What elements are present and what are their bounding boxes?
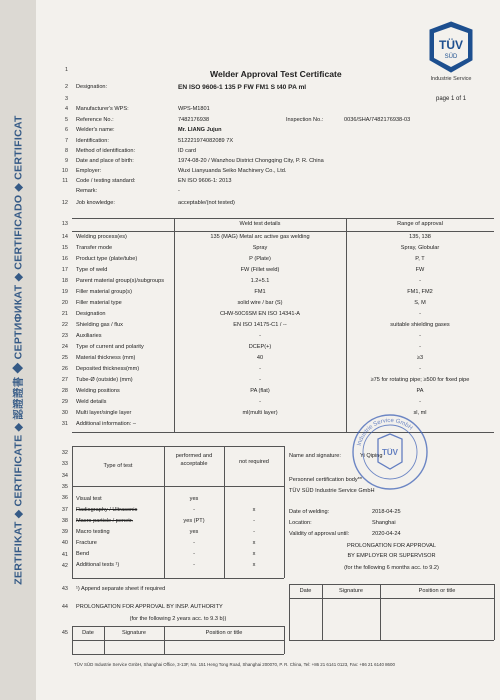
row-value: - bbox=[178, 188, 180, 194]
row-number: 22 bbox=[61, 322, 68, 328]
test-performed: yes bbox=[189, 529, 199, 535]
row-number: 42 bbox=[61, 563, 68, 569]
table-row-range: P, T bbox=[415, 256, 425, 262]
table-row-label: Material thickness (mm) bbox=[76, 355, 136, 361]
row-number: 26 bbox=[61, 366, 68, 372]
table-row-label: Parent material group(s)/subgroups bbox=[76, 278, 164, 284]
footer-address: TÜV SÜD Industrie Service GmbH, Shanghai Office, 3-13F, No. 151 Heng Tong Road, Shanghai 200070, P. R. China, Tel: +86 21 6141 0123, Fax: +86 21 6140 8600 bbox=[74, 662, 395, 667]
row-number: 28 bbox=[61, 388, 68, 394]
logo-sub: SÜD bbox=[444, 54, 458, 60]
test-performed: - bbox=[193, 507, 195, 513]
row-value: 512221974082089 7X bbox=[178, 138, 234, 144]
table-row-details: Spray bbox=[252, 245, 268, 251]
table-row-range: - bbox=[419, 278, 421, 284]
table-row-label: Type of current and polarity bbox=[76, 344, 144, 350]
row-number: 16 bbox=[61, 256, 68, 262]
test-type: Macro testing bbox=[76, 529, 110, 535]
row-number: 32 bbox=[61, 450, 68, 456]
location-label: Location: bbox=[289, 520, 312, 526]
table-row-range: - bbox=[419, 399, 421, 405]
stamp-text: Industrie Service GmbH bbox=[356, 417, 414, 447]
row-number: 31 bbox=[61, 421, 68, 427]
test-not-required: x bbox=[252, 540, 256, 546]
table-row-label: Filler material group(s) bbox=[76, 289, 132, 295]
row-number: 37 bbox=[61, 506, 68, 513]
row-number: 11 bbox=[62, 178, 68, 184]
row-number: 4 bbox=[64, 106, 68, 112]
test-performed: - bbox=[193, 551, 195, 557]
row-label: Designation: bbox=[76, 84, 108, 90]
type-of-test-header: Type of test bbox=[103, 463, 133, 469]
range-header: Range of approval bbox=[397, 221, 443, 227]
row-number: 14 bbox=[61, 234, 68, 240]
row-label: Manufacturer's WPS: bbox=[76, 106, 129, 112]
table-row-label: Transfer mode bbox=[76, 245, 113, 251]
svg-text:TÜV: TÜV bbox=[382, 448, 398, 457]
table-row-range: 135, 138 bbox=[409, 234, 431, 240]
table-row-details: DCEP(+) bbox=[248, 344, 272, 350]
table-row-range: ≥75 for rotating pipe; ≥500 for fixed pipe bbox=[370, 377, 470, 383]
test-not-required: x bbox=[252, 507, 256, 513]
date-of-welding-label: Date of welding: bbox=[289, 509, 330, 515]
prolong-line1: PROLONGATION FOR APPROVAL bbox=[347, 543, 436, 549]
row-number: 8 bbox=[64, 148, 68, 154]
not-required-header: not required bbox=[239, 459, 269, 465]
table-row-label: Shielding gas / flux bbox=[76, 322, 123, 328]
row-value: ID card bbox=[178, 148, 197, 154]
validity-value: 2020-04-24 bbox=[372, 531, 401, 537]
test-type: Bend bbox=[76, 551, 90, 557]
row-number: 38 bbox=[61, 517, 68, 524]
table-row-details: - bbox=[259, 366, 261, 372]
row-number: 1 bbox=[64, 67, 68, 73]
certificate-sidebar bbox=[0, 0, 36, 700]
row-number: 23 bbox=[61, 333, 68, 339]
table-row-details: EN ISO 14175-C1 / -- bbox=[233, 322, 287, 328]
row-number: 24 bbox=[61, 344, 68, 350]
row-label: Code / testing standard: bbox=[76, 178, 136, 184]
row-value: WPS-M1801 bbox=[178, 106, 210, 112]
test-not-required: - bbox=[253, 529, 255, 535]
note-43: ¹) Append separate sheet if required bbox=[76, 586, 166, 592]
row-number: 29 bbox=[61, 399, 68, 405]
table-row-details: - bbox=[259, 377, 261, 383]
table-row-range: Spray, Globular bbox=[400, 245, 440, 251]
table-row-range: FW bbox=[415, 267, 425, 273]
table-row-label: Auxiliaries bbox=[76, 333, 102, 339]
table-row-range: - bbox=[419, 333, 421, 339]
inspection-value: 0036/SHA/7482176938-03 bbox=[344, 117, 411, 123]
prolong-line3: (for the following 6 months acc. to 9.2) bbox=[344, 565, 439, 571]
row-label: Remark: bbox=[76, 188, 98, 194]
test-performed: - bbox=[193, 562, 195, 568]
row-number: 41 bbox=[61, 551, 68, 558]
table-row-details: P (Plate) bbox=[249, 256, 271, 262]
table-row-details: FM1 bbox=[254, 289, 266, 295]
row-value: Wuxi Lianyuanda Seiko Machinery Co., Ltd. bbox=[178, 168, 287, 174]
table-row-details: FW (Fillet weld) bbox=[240, 267, 280, 273]
row-number: 27 bbox=[61, 377, 68, 383]
row-number: 9 bbox=[64, 158, 68, 164]
table-row-details: solid wire / bar (S) bbox=[237, 300, 283, 306]
table-row-label: Designation bbox=[76, 311, 106, 317]
table-row-label: Deposited thickness(mm) bbox=[76, 366, 140, 372]
row-value: EN ISO 9606-1: 2013 bbox=[178, 178, 232, 184]
row-number: 13 bbox=[61, 221, 68, 227]
test-performed: yes (PT) bbox=[183, 518, 205, 524]
inspection-label: Inspection No.: bbox=[286, 117, 324, 123]
table-row-range: sl, ml bbox=[413, 410, 427, 416]
table-row-details: - bbox=[259, 399, 261, 405]
row-number: 43 bbox=[61, 586, 68, 592]
right-date-header: Date bbox=[299, 588, 312, 594]
test-type: Radiography / Ultrasonic bbox=[76, 507, 138, 513]
note-44b: (for the following 2 years acc. to 9.3 b)) bbox=[129, 616, 227, 622]
certificate-title: Welder Approval Test Certificate bbox=[210, 69, 342, 79]
performed-header: performed and acceptable bbox=[175, 453, 213, 467]
table-row-details: ml(multi layer) bbox=[242, 410, 278, 416]
row-label: Reference No.: bbox=[76, 117, 114, 123]
right-signature-header: Signature bbox=[339, 588, 363, 594]
table-row-details: CHW-50C6SM EN ISO 14341-A bbox=[219, 311, 301, 317]
row-number: 6 bbox=[64, 127, 68, 133]
test-type: Additional tests ¹) bbox=[76, 562, 120, 568]
sidebar-text: ZERTIFIKAT ◆ CERTIFICATE ◆ 認證證書 ◆ СЕРТИФИКАТ ◆ CERTIFICADO ◆ CERTIFICAT bbox=[12, 115, 25, 585]
test-not-required: x bbox=[252, 551, 256, 557]
tuv-logo-icon bbox=[424, 20, 478, 74]
left-position-header: Position or title bbox=[205, 630, 243, 636]
date-of-welding-value: 2018-04-25 bbox=[372, 509, 401, 515]
row-number: 25 bbox=[61, 355, 68, 361]
cert-body: Personnel certification body** bbox=[289, 477, 363, 483]
row-number: 45 bbox=[61, 630, 68, 636]
test-type: Fracture bbox=[76, 540, 97, 546]
table-row-range: - bbox=[419, 366, 421, 372]
row-number: 36 bbox=[61, 495, 68, 502]
cert-org: TÜV SÜD Industrie Service GmbH bbox=[289, 488, 375, 494]
table-row-details: 40 bbox=[256, 355, 264, 361]
test-type: Macro particle / penetr. bbox=[76, 518, 133, 524]
name-signature-label: Name and signature: bbox=[289, 453, 341, 459]
table-row-range: - bbox=[419, 311, 421, 317]
row-label: Welder's name: bbox=[76, 127, 115, 133]
row-number: 7 bbox=[64, 138, 68, 144]
test-type: Visual test bbox=[76, 496, 102, 502]
row-value: Mr. LIANG Jujun bbox=[178, 127, 222, 133]
row-number: 5 bbox=[64, 117, 68, 123]
row-number: 18 bbox=[61, 278, 68, 284]
row-value: acceptable/(not tested) bbox=[178, 200, 235, 206]
table-row-range: - bbox=[419, 344, 421, 350]
logo-mark: TÜV bbox=[439, 38, 463, 52]
row-label: Job knowledge: bbox=[76, 200, 115, 206]
name-signature-value: Yi Qiping bbox=[360, 453, 383, 459]
right-position-header: Position or title bbox=[418, 588, 456, 594]
validity-label: Validity of approval until: bbox=[289, 531, 350, 537]
table-row-label: Welding positions bbox=[76, 388, 120, 394]
table-row-label: Tube-Ø (outside) (mm) bbox=[76, 377, 133, 383]
row-label: Method of identification: bbox=[76, 148, 136, 154]
row-number: 12 bbox=[61, 200, 68, 206]
table-row-range: S, M bbox=[414, 300, 426, 306]
table-row-details: - bbox=[259, 333, 261, 339]
note-44: PROLONGATION FOR APPROVAL BY INSP. AUTHORITY bbox=[76, 604, 223, 610]
prolong-line2: BY EMPLOYER OR SUPERVISOR bbox=[347, 553, 436, 559]
row-number: 19 bbox=[61, 289, 68, 295]
row-number: 20 bbox=[61, 300, 68, 306]
row-label: Date and place of birth: bbox=[76, 158, 134, 164]
table-row-label: Weld details bbox=[76, 399, 107, 405]
official-stamp-icon bbox=[350, 412, 430, 492]
location-value: Shanghai bbox=[372, 520, 396, 526]
table-row-range: PA bbox=[416, 388, 424, 394]
row-number: 30 bbox=[61, 410, 68, 416]
test-not-required: x bbox=[252, 562, 256, 568]
row-label: Identification: bbox=[76, 138, 109, 144]
page-indicator: page 1 of 1 bbox=[436, 96, 467, 102]
table-row-label: Additional information: – bbox=[76, 421, 137, 427]
row-number: 44 bbox=[61, 604, 68, 610]
table-row-range: FM1, FM2 bbox=[407, 289, 433, 295]
left-signature-header: Signature bbox=[122, 630, 146, 636]
row-value: EN ISO 9606-1 135 P FW FM1 S t40 PA ml bbox=[178, 84, 307, 91]
test-performed: yes bbox=[189, 496, 199, 502]
table-row-range: suitable shielding gases bbox=[390, 322, 450, 328]
table-row-details: 1.2+5.1 bbox=[250, 278, 270, 284]
row-number: 40 bbox=[61, 540, 68, 547]
row-number: 33 bbox=[61, 461, 68, 468]
weld-details-header: Weld test details bbox=[239, 221, 281, 227]
table-row-label: Multi layer/single layer bbox=[76, 410, 132, 416]
logo-caption: Industrie Service bbox=[430, 76, 472, 82]
left-date-header: Date bbox=[82, 630, 94, 636]
table-row-label: Filler material type bbox=[76, 300, 122, 306]
row-number: 15 bbox=[61, 245, 68, 251]
row-number: 3 bbox=[64, 96, 68, 102]
row-number: 34 bbox=[61, 472, 68, 479]
row-number: 10 bbox=[61, 168, 68, 174]
table-row-label: Welding process(es) bbox=[76, 234, 127, 240]
row-number: 35 bbox=[61, 483, 68, 490]
row-number: 39 bbox=[61, 529, 68, 536]
test-not-required: - bbox=[253, 518, 255, 524]
row-value: 1974-08-20 / Wanzhou District Chongqing City, P. R. China bbox=[178, 158, 324, 164]
row-value: 7482176938 bbox=[178, 117, 210, 123]
table-row-label: Product type (plate/tube) bbox=[76, 256, 138, 262]
table-row-details: PA (flat) bbox=[250, 388, 270, 394]
table-row-range: ≥3 bbox=[416, 355, 424, 361]
table-row-details: 135 (MAG) Metal arc active gas welding bbox=[210, 234, 310, 240]
row-number: 2 bbox=[64, 84, 68, 90]
row-number: 21 bbox=[61, 311, 68, 317]
table-row-label: Type of weld bbox=[76, 267, 108, 273]
row-label: Employer: bbox=[76, 168, 102, 174]
row-number: 17 bbox=[61, 267, 68, 273]
test-performed: - bbox=[193, 540, 195, 546]
